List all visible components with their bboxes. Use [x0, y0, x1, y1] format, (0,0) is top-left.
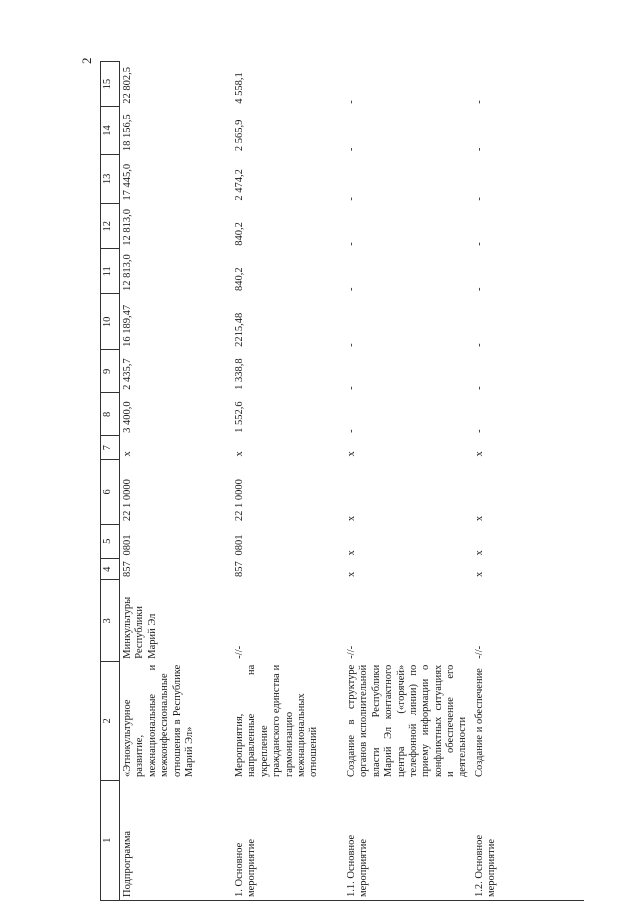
row-type-cell: 1.1. Основное мероприятие: [344, 780, 472, 900]
header-cell: 11: [101, 249, 120, 294]
header-cell: 13: [101, 154, 120, 203]
table-row: [472, 62, 584, 901]
row-value-cell: -: [473, 100, 485, 104]
row-value-cell: 2215,48: [234, 312, 245, 347]
header-cell: 8: [101, 393, 120, 436]
row-code-cell: 22 1 0000: [122, 479, 133, 522]
row-value-cell: 2 474,2: [234, 169, 245, 201]
row-executor-cell: -//-: [234, 645, 245, 659]
table-row: [120, 62, 233, 901]
row-code-cell: х: [473, 515, 485, 522]
row-value-cell: 18 156,5: [122, 114, 133, 152]
row-code-cell: х: [346, 451, 357, 457]
row-value-cell: 3 400,0: [122, 401, 133, 433]
row-executor-cell: -//-: [346, 645, 357, 659]
row-value-cell: 12 813,0: [122, 254, 133, 291]
header-cell: 14: [101, 107, 120, 154]
row-value-cell: -: [473, 197, 485, 201]
rotated-table-wrapper: [100, 61, 600, 901]
table-row: [344, 62, 472, 901]
row-code-cell: 857: [234, 561, 245, 577]
row-value-cell: 17 445,0: [122, 163, 133, 201]
row-code-cell: 22 1 0000: [234, 479, 245, 522]
header-cell: 12: [101, 204, 120, 249]
row-value-cell: 1 552,6: [234, 401, 245, 433]
header-row: [101, 62, 120, 901]
row-value-cell: 1 338,8: [234, 358, 245, 390]
row-code-cell: х: [473, 550, 485, 556]
row-value-cell: -: [473, 242, 485, 246]
header-cell: 9: [101, 350, 120, 393]
row-code-cell: х: [473, 571, 485, 577]
row-value-cell: -: [473, 147, 485, 152]
header-cell: 1: [101, 780, 120, 900]
header-cell: 10: [101, 294, 120, 350]
row-name-cell: Создание в структуре органов исполнительной власти Республики Марий Эл контактного центра («горячей» телефонной линии) по приему информации о конфликтных ситуациях и обеспечение его деятельности: [346, 664, 469, 778]
row-name-cell: «Этнокультурное развитие, межнациональные и межконфессиональные отношения в Республике Марий Эл»: [122, 664, 195, 778]
row-type-cell: Подпрограмма: [120, 780, 233, 900]
row-value-cell: 16 189,47: [122, 304, 133, 347]
row-value-cell: 22 802,5: [122, 67, 133, 104]
header-cell: 15: [101, 62, 120, 107]
row-value-cell: -: [346, 147, 357, 152]
row-type-cell: 1.2. Основное мероприятие: [472, 780, 584, 900]
row-code-cell: х: [234, 451, 245, 457]
row-value-cell: -: [473, 287, 485, 291]
row-value-cell: -: [346, 100, 357, 104]
row-value-cell: 12 813,0: [122, 209, 133, 246]
row-code-cell: х: [122, 451, 133, 457]
row-type-cell: 1. Основное мероприятие: [232, 780, 344, 900]
row-value-cell: -: [473, 386, 485, 390]
row-value-cell: -: [346, 386, 357, 390]
document-page: [100, 61, 498, 897]
row-value-cell: 840,2: [234, 222, 245, 246]
row-value-cell: -: [346, 343, 357, 347]
header-cell: 2: [101, 662, 120, 780]
row-value-cell: 2 565,9: [234, 119, 245, 152]
header-cell: 3: [101, 580, 120, 662]
row-code-cell: х: [473, 451, 485, 457]
row-value-cell: -: [473, 343, 485, 347]
row-value-cell: -: [346, 242, 357, 246]
row-value-cell: 2 435,7: [122, 358, 133, 390]
row-value-cell: -: [346, 197, 357, 201]
row-value-cell: -: [346, 287, 357, 291]
page-number: 2: [79, 57, 94, 64]
row-code-cell: 0801: [122, 534, 133, 556]
row-code-cell: х: [346, 571, 357, 577]
header-cell: 7: [101, 436, 120, 460]
header-cell: 5: [101, 524, 120, 558]
table-row: [232, 62, 344, 901]
header-cell: 6: [101, 460, 120, 525]
row-value-cell: 4 558,1: [234, 72, 245, 104]
row-code-cell: 857: [122, 561, 133, 577]
row-name-cell: Мероприятия, направленные на укрепление гражданского единства и гармонизацию межнациональных отношений: [234, 664, 320, 778]
header-cell: 4: [101, 558, 120, 580]
row-executor-cell: Минкультуры Республики Марий Эл: [122, 596, 158, 659]
program-table: [100, 61, 584, 901]
row-value-cell: -: [473, 429, 485, 433]
row-name-cell: Создание и обеспечение: [473, 668, 485, 778]
row-value-cell: -: [346, 429, 357, 433]
row-code-cell: х: [346, 550, 357, 556]
row-code-cell: 0801: [234, 534, 245, 556]
row-code-cell: х: [346, 515, 357, 522]
row-executor-cell: -//-: [473, 645, 485, 659]
row-value-cell: 840,2: [234, 267, 245, 291]
